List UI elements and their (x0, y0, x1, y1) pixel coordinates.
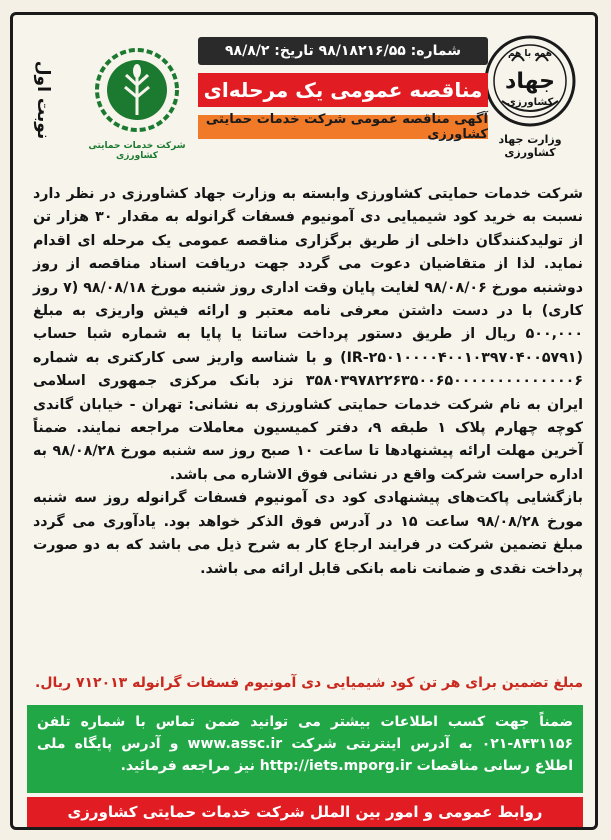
jihad-logo-main-text: جهاد (505, 69, 555, 94)
guarantee-amount: مبلغ تضمین برای هر تن کود شیمیایی دی آمونیوم فسفات گرانوله ۷۱۲۰۱۳ ریال. (35, 675, 583, 691)
notice-body (33, 183, 583, 673)
first-publication-badge (25, 45, 61, 155)
assc-logo (77, 45, 197, 175)
notice-frame (10, 12, 598, 830)
first-publication-text: نوبت اول (32, 60, 53, 140)
notice-subtitle: آگهی مناقصه عمومی شرکت خدمات حمایتی کشاورزی (198, 115, 488, 139)
notice-title: مناقصه عمومی یک مرحله‌ای (198, 73, 488, 107)
jihad-agriculture-logo (475, 31, 585, 171)
notice-number-date: شماره: ۹۸/۱۸۲۱۶/۵۵ تاریخ: ۹۸/۸/۲ (198, 37, 488, 65)
contact-info-box (27, 705, 583, 793)
contact-info-text: ضمناً جهت کسب اطلاعات بیشتر می توانید ضمن تماس با شماره تلفن ۸۴۳۱۱۵۶-۰۲۱ به آدرس اینترنتی شرکت www.assc.ir و آدرس پایگاه ملی اطلاع رسانی مناقصات http://iets.mporg.ir نیز مراجعه فرمائید. (37, 714, 573, 774)
jihad-logo-sub-text: کشاورزی (506, 97, 554, 108)
notice-paragraph-1: شرکت خدمات حمایتی کشاورزی وابسته به وزارت جهاد کشاورزی در نظر دارد نسبت به خرید کود شیمیایی دی آمونیوم فسفات گرانوله به مقدار ۳۰ هزار تن از تولیدکنندگان داخلی از طریق برگزاری مناقصه عمومی یک مرحله ای اقدام نماید. لذا از متقاضیان دعوت می گردد جهت دریافت اسناد مناقصه از روز دوشنبه مورخ ۹۸/۰۸/۰۶ لغایت پایان وقت اداری روز شنبه مورخ ۹۸/۰۸/۱۸ (۷ روز کاری) با در دست داشتن معرفی نامه معتبر و ارائه فیش واریزی به مبلغ ۵۰۰,۰۰۰ ریال از طریق دستور پرداخت ساتنا یا پایا به شماره شبا حساب (IR-۲۵۰۱۰۰۰۰۴۰۰۱۰۳۹۷۰۴۰۰۵۷۹۱) و با شناسه واریز سی کارکتری به شماره ۳۵۸۰۳۹۷۸۲۲۶۳۵۰۰۶۵۰۰۰۰۰۰۰۰۰۰۰۰۰۰۶ نزد بانک مرکزی جمهوری اسلامی ایران به نام شرکت خدمات حمایتی کشاورزی به نشانی: تهران - خیابان گاندی کوچه چهارم پلاک ۱ طبقه ۹، دفتر کمیسیون معاملات مراجعه نمایند. ضمناً آخرین مهلت ارائه پیشنهادها تا ساعت ۱۰ صبح روز سه شنبه مورخ ۹۸/۰۸/۲۸ به اداره حراست شرکت واقع در نشانی فوق الاشاره می باشد. (33, 186, 584, 483)
notice-paragraph-2: بازگشایی پاکت‌های پیشنهادی کود دی آمونیوم فسفات گرانوله روز سه شنبه مورخ ۹۸/۰۸/۲۸ ساعت ۱۵ در آدرس فوق الذکر خواهد بود. یادآوری می گردد مبلغ تضمین شرکت در فرایند ارجاع کار به شرح ذیل می باشد که به دو صورت پرداخت نقدی و ضمانت نامه بانکی قابل ارائه می باشد. (33, 490, 584, 577)
public-relations-footer: روابط عمومی و امور بین الملل شرکت خدمات حمایتی کشاورزی (27, 797, 583, 827)
jihad-logo-top-text: همه با هم (507, 49, 553, 59)
notice-header (13, 15, 595, 175)
assc-logo-caption: شرکت خدمات حمایتی کشاورزی (88, 141, 186, 161)
ministry-caption: وزارت جهاد کشاورزی (498, 133, 562, 159)
wheat-emblem-icon (92, 45, 182, 135)
